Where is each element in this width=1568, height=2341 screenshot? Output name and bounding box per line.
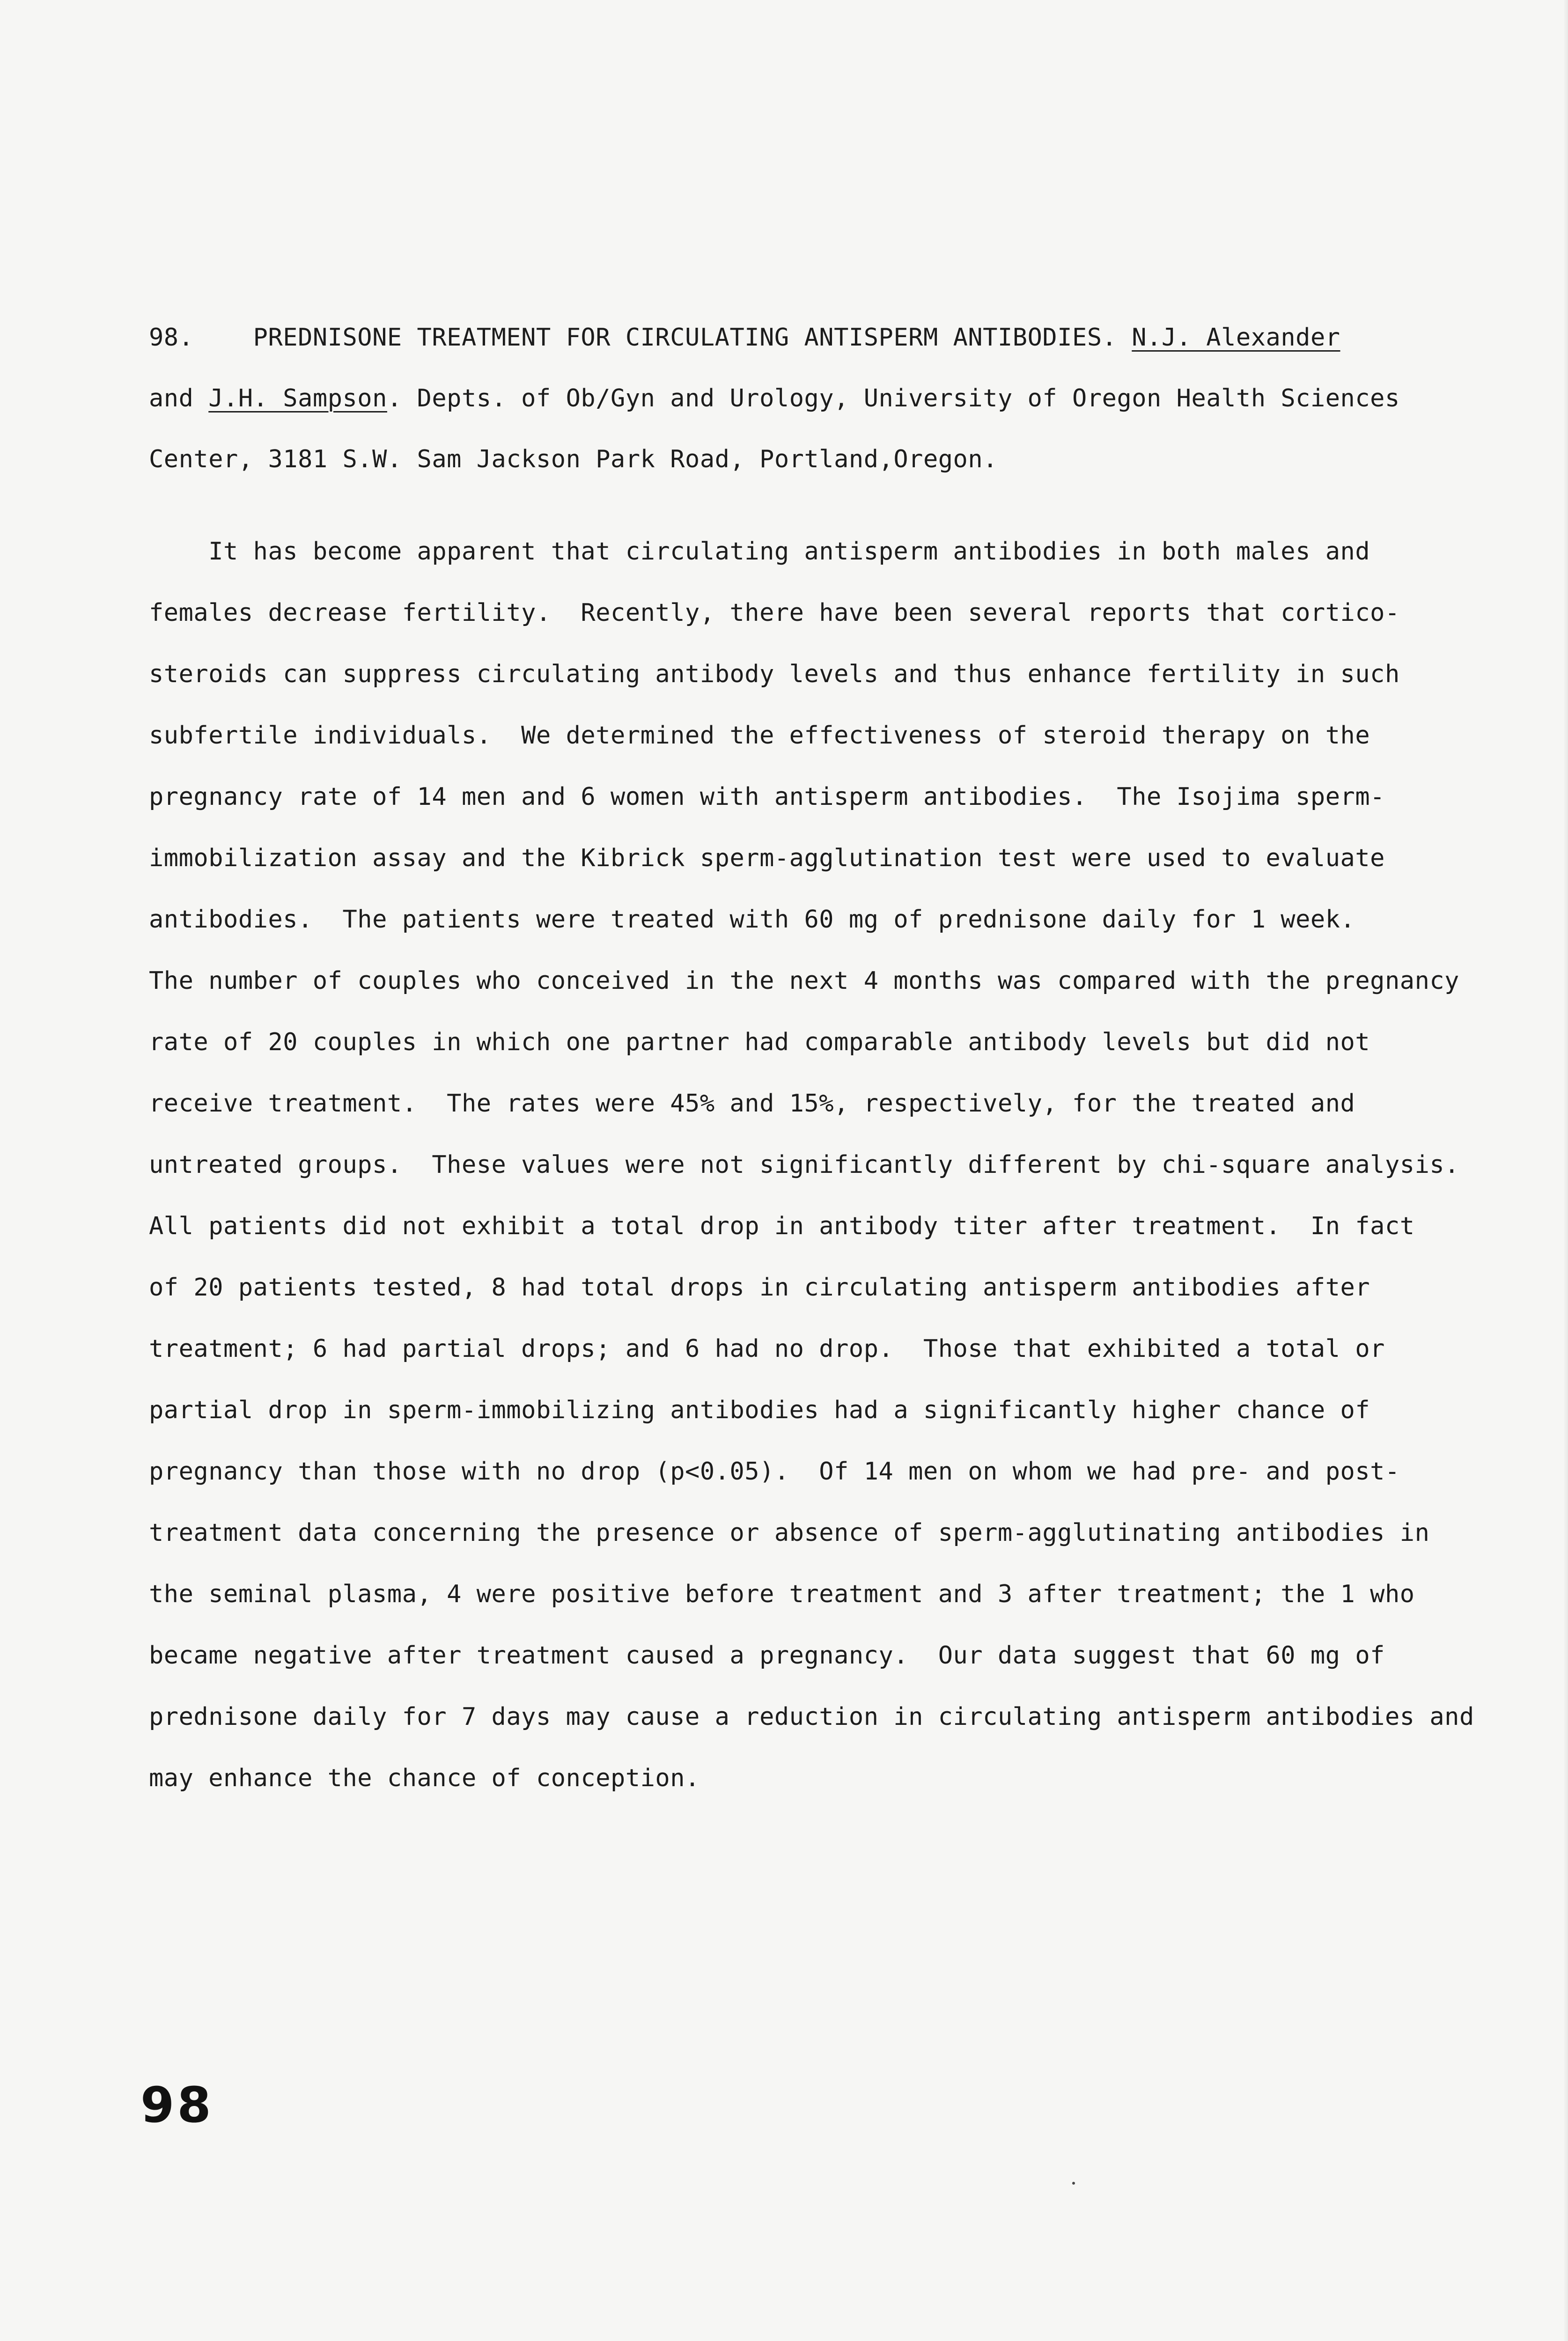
author-secondary: J.H. Sampson [208, 384, 387, 412]
body-line-4: subfertile individuals. We determined the effectiveness of steroid therapy on the [149, 721, 1370, 750]
scan-speck [1072, 2182, 1075, 2185]
body-line-1: It has become apparent that circulating antisperm antibodies in both males and [149, 537, 1370, 566]
body-line-12: All patients did not exhibit a total drop in antibody titer after treatment. In fact [149, 1212, 1415, 1240]
body-line-8: The number of couples who conceived in the next 4 months was compared with the pregnancy [149, 967, 1459, 995]
body-line-18: the seminal plasma, 4 were positive before treatment and 3 after treatment; the 1 who [149, 1580, 1415, 1608]
abstract-header-line-2 [149, 383, 1400, 414]
body-line-16: pregnancy than those with no drop (p<0.05). Of 14 men on whom we had pre- and post- [149, 1458, 1400, 1486]
body-line-20: prednisone daily for 7 days may cause a reduction in circulating antisperm antibodies and [149, 1703, 1474, 1731]
page-edge-shadow [1563, 0, 1568, 2341]
body-line-11: untreated groups. These values were not significantly different by chi-square analysis. [149, 1151, 1459, 1179]
page-number: 98 [140, 2076, 214, 2134]
body-line-13: of 20 patients tested, 8 had total drops in circulating antisperm antibodies after [149, 1274, 1370, 1302]
body-line-5: pregnancy rate of 14 men and 6 women with antisperm antibodies. The Isojima sperm- [149, 783, 1385, 811]
body-line-7: antibodies. The patients were treated with 60 mg of prednisone daily for 1 week. [149, 905, 1355, 934]
body-line-17: treatment data concerning the presence or absence of sperm-agglutinating antibodies in [149, 1519, 1430, 1547]
author-primary: N.J. Alexander [1132, 324, 1340, 352]
author-conjunction: and [149, 384, 194, 412]
affiliation-line-2: Center, 3181 S.W. Sam Jackson Park Road, Portland,Oregon. [149, 445, 998, 473]
body-line-9: rate of 20 couples in which one partner had comparable antibody levels but did not [149, 1028, 1370, 1056]
body-line-15: partial drop in sperm-immobilizing antibodies had a significantly higher chance of [149, 1396, 1370, 1424]
body-line-2: females decrease fertility. Recently, there have been several reports that cortico- [149, 599, 1400, 627]
body-line-19: became negative after treatment caused a pregnancy. Our data suggest that 60 mg of [149, 1642, 1385, 1670]
body-line-21: may enhance the chance of conception. [149, 1764, 700, 1792]
abstract-title: PREDNISONE TREATMENT FOR CIRCULATING ANTISPERM ANTIBODIES. [253, 324, 1117, 352]
abstract-number: 98. [149, 324, 194, 352]
affiliation-line-1: . Depts. of Ob/Gyn and Urology, University of Oregon Health Sciences [387, 384, 1400, 412]
body-line-3: steroids can suppress circulating antibody levels and thus enhance fertility in such [149, 660, 1400, 688]
body-line-10: receive treatment. The rates were 45% and 15%, respectively, for the treated and [149, 1090, 1355, 1118]
body-line-14: treatment; 6 had partial drops; and 6 had no drop. Those that exhibited a total or [149, 1335, 1385, 1363]
body-line-6: immobilization assay and the Kibrick sperm-agglutination test were used to evaluate [149, 844, 1385, 872]
abstract-header-line-1 [149, 322, 1340, 353]
